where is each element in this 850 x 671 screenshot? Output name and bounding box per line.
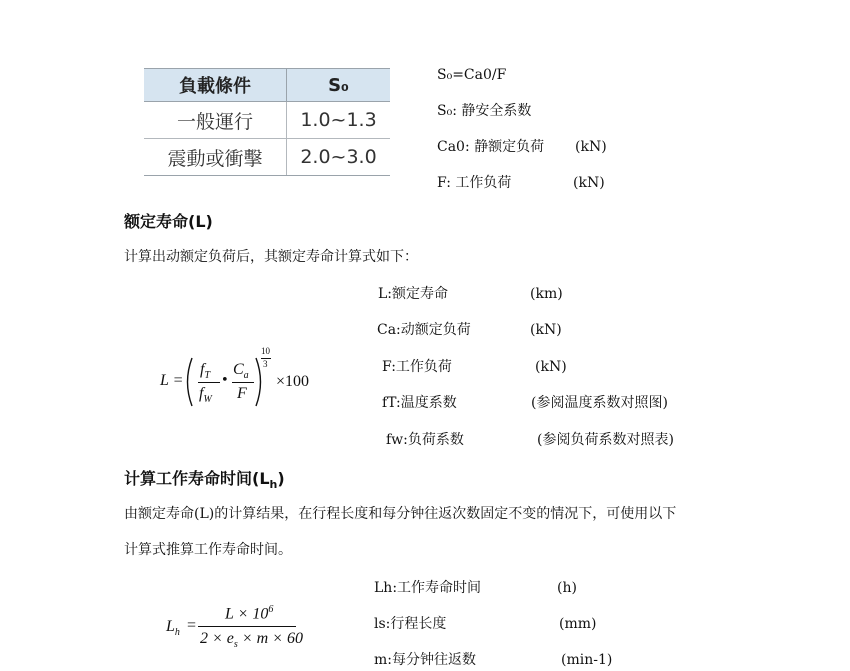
working-life-heading-end: )	[277, 469, 285, 488]
ft-subscript: T	[204, 370, 211, 382]
rated-life-heading: 额定寿命(L)	[124, 212, 213, 231]
table-row	[144, 139, 390, 176]
var-l-unit: (km)	[530, 286, 563, 302]
equals-sign: =	[187, 617, 197, 634]
fraction-den-f: F	[237, 385, 247, 402]
table-cell: 一般運行	[144, 102, 287, 139]
wl-denominator-a: 2 × e	[200, 630, 234, 647]
ca-symbol: C	[233, 361, 244, 378]
var-l-label: L:额定寿命	[378, 286, 449, 302]
ca0-definition: Ca0: 静额定负荷	[437, 139, 545, 155]
fraction-num-ca	[233, 361, 249, 381]
var-fw-label: fw:负荷系数	[386, 432, 464, 448]
var-ft-unit: (参阅温度系数对照图)	[531, 395, 668, 411]
var-m-unit: (min-1)	[561, 652, 613, 668]
left-paren	[182, 356, 194, 408]
table-row	[144, 102, 390, 139]
var-ls-label: ls:行程长度	[374, 616, 447, 632]
lh-symbol	[166, 618, 180, 638]
var-lh-unit: (h)	[557, 580, 577, 596]
f-definition: F: 工作负荷	[437, 175, 512, 191]
fw-symbol: f	[199, 385, 204, 402]
var-ca-label: Ca:动额定负荷	[377, 322, 471, 338]
var-lh-label: Lh:工作寿命时间	[374, 580, 482, 596]
wl-denominator	[200, 630, 303, 650]
table-cell: 震動或衝擊	[144, 139, 287, 176]
multiply-dot: •	[221, 373, 229, 388]
wl-numerator	[225, 604, 273, 623]
table-header-s0: S₀	[287, 69, 391, 102]
var-ca-unit: (kN)	[530, 322, 562, 338]
fraction-num-ft	[200, 361, 210, 381]
exponent-denominator: 3	[263, 359, 268, 369]
lh-subscript: h	[174, 627, 180, 639]
lh-main: L	[166, 618, 175, 635]
fw-subscript: W	[203, 394, 212, 406]
wl-denominator-sub: s	[233, 639, 238, 651]
var-ls-unit: (mm)	[559, 616, 597, 632]
var-m-label: m:每分钟往返数	[374, 652, 476, 668]
formula-lhs: L =	[160, 372, 184, 389]
wl-denominator-b: × m × 60	[237, 630, 303, 647]
fraction-bar	[198, 626, 296, 627]
table-cell: 1.0~1.3	[287, 102, 391, 139]
working-life-heading-text: 计算工作寿命时间(L	[124, 469, 270, 488]
s0-formula: S₀=Ca0/F	[437, 67, 507, 83]
ca0-unit: (kN)	[575, 139, 607, 155]
table-header-load: 負載條件	[144, 69, 287, 102]
var-fw-unit: (参阅负荷系数对照表)	[537, 432, 674, 448]
fraction-bar	[232, 382, 254, 383]
working-life-paragraph-line1: 由额定寿命(L)的计算结果，在行程长度和每分钟往返次数固定不变的情况下，可使用以下	[124, 506, 677, 522]
formula-tail: ×100	[276, 373, 310, 390]
load-condition-table	[144, 68, 390, 176]
var-f-unit: (kN)	[535, 359, 567, 375]
s0-definition: S₀: 静安全系数	[437, 103, 532, 119]
wl-numerator-text: L × 10	[225, 605, 269, 623]
var-f-label: F:工作负荷	[382, 359, 452, 375]
ca-subscript: a	[243, 370, 249, 382]
working-life-heading	[124, 466, 285, 491]
working-life-heading-sub: h	[269, 478, 278, 492]
table-header-row	[144, 69, 390, 102]
rated-life-intro: 计算出动额定负荷后，其额定寿命计算式如下：	[124, 249, 418, 265]
f-unit: (kN)	[573, 175, 605, 191]
fraction-den-fw	[199, 385, 212, 405]
working-life-paragraph-line2: 计算式推算工作寿命时间。	[124, 542, 292, 558]
var-ft-label: fT:温度系数	[382, 395, 457, 411]
ft-symbol: f	[200, 361, 205, 378]
exponent-numerator: 10	[261, 346, 270, 356]
table-cell: 2.0~3.0	[287, 139, 391, 176]
fraction-bar	[198, 382, 220, 383]
wl-numerator-sup: 6	[268, 604, 274, 615]
